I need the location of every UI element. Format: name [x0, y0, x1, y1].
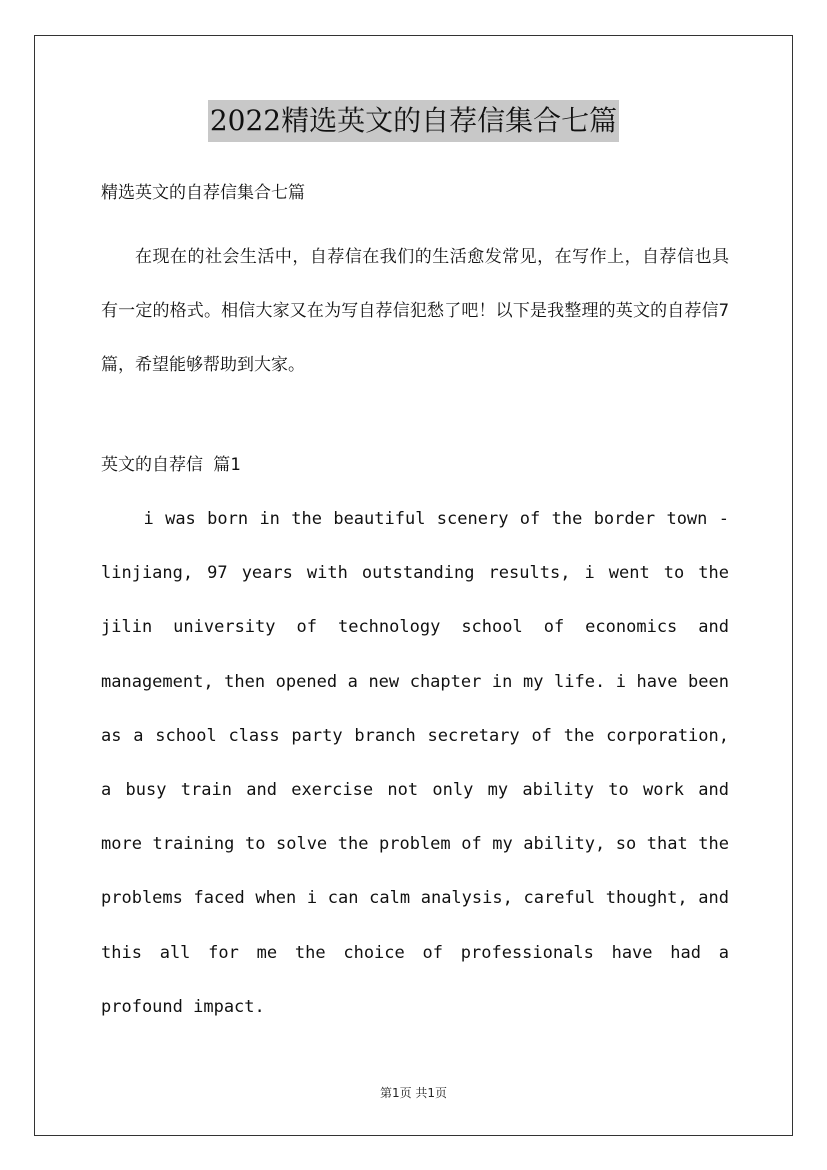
- document-title: 2022精选英文的自荐信集合七篇: [208, 100, 619, 142]
- page-footer: 第1页 共1页: [379, 1086, 448, 1100]
- section-body-paragraph: i was born in the beautiful scenery of the border town - linjiang, 97 years with outstanding results, i went to the jilin university of technology school of economics and management, then opened a new chapter in my life. i have been as a school class party branch secretary of the corporation, a busy train and exercise not only my ability to work and more training to solve the problem of my ability, so that the problems faced when i can calm analysis, careful thought, and this all for me the choice of professionals have had a profound impact.: [101, 509, 729, 1017]
- intro-paragraph: 在现在的社会生活中，自荐信在我们的生活愈发常见，在写作上，自荐信也具有一定的格式。相信大家又在为写自荐信犯愁了吧！以下是我整理的英文的自荐信7篇，希望能够帮助到大家。: [101, 247, 729, 375]
- document-subtitle: 精选英文的自荐信集合七篇: [101, 183, 305, 203]
- section-heading: 英文的自荐信 篇1: [101, 455, 241, 475]
- document-title-container: [0, 100, 827, 142]
